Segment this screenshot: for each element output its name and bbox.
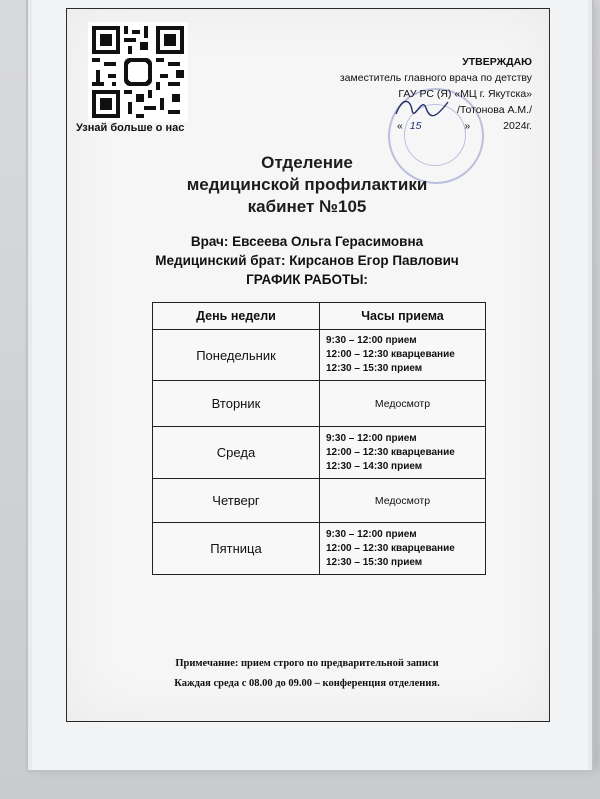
hours-cell: Медосмотр bbox=[320, 381, 486, 427]
table-row bbox=[153, 381, 486, 427]
hours-cell bbox=[320, 427, 486, 479]
hours-line: 12:00 – 12:30 кварцевание bbox=[326, 446, 455, 458]
approval-date bbox=[272, 118, 532, 134]
date-suffix: » bbox=[464, 120, 471, 132]
approval-block bbox=[272, 54, 532, 134]
day-cell: Четверг bbox=[153, 479, 320, 523]
table-row bbox=[153, 479, 486, 523]
nurse-name: Медицинский брат: Кирсанов Егор Павлович bbox=[155, 253, 459, 268]
department-heading bbox=[66, 152, 548, 218]
schedule-title: ГРАФИК РАБОТЫ: bbox=[246, 272, 368, 287]
heading-line-2: медицинской профилактики bbox=[186, 175, 428, 194]
heading-line-3: кабинет №105 bbox=[247, 197, 367, 216]
date-year: 2024г. bbox=[503, 120, 532, 132]
hours-cell bbox=[320, 523, 486, 575]
table-header-row bbox=[153, 303, 486, 330]
day-cell: Пятница bbox=[153, 523, 320, 575]
hours-line: 12:00 – 12:30 кварцевание bbox=[326, 542, 455, 554]
note-line-1: Примечание: прием строго по предварительной записи bbox=[175, 658, 439, 669]
notes-block bbox=[66, 654, 548, 694]
table-row bbox=[153, 427, 486, 479]
day-cell: Понедельник bbox=[153, 330, 320, 381]
header-day: День недели bbox=[153, 303, 320, 330]
note-line-2: Каждая среда с 08.00 до 09.00 – конференция отделения. bbox=[174, 678, 440, 689]
approval-position: заместитель главного врача по детству bbox=[339, 72, 532, 84]
heading-line-1: Отделение bbox=[261, 153, 353, 172]
date-number: 15 bbox=[409, 120, 422, 132]
qr-code[interactable] bbox=[88, 22, 188, 122]
hours-line: 12:30 – 15:30 прием bbox=[326, 363, 423, 374]
approval-org: ГАУ РС (Я) «МЦ г. Якутска» bbox=[398, 88, 532, 100]
hours-line: 9:30 – 12:00 прием bbox=[326, 432, 417, 444]
table-row bbox=[153, 523, 486, 575]
day-cell: Среда bbox=[153, 427, 320, 479]
qr-caption: Узнай больше о нас bbox=[76, 122, 185, 134]
day-cell: Вторник bbox=[153, 381, 320, 427]
header-hours: Часы приема bbox=[320, 303, 486, 330]
approval-signature-line: /Тотонова А.М./ bbox=[456, 104, 532, 116]
schedule-table bbox=[152, 302, 486, 575]
hours-line: 12:30 – 14:30 прием bbox=[326, 460, 423, 472]
hours-line: 12:00 – 12:30 кварцевание bbox=[326, 349, 455, 360]
staff-block bbox=[66, 232, 548, 289]
qr-code-icon bbox=[88, 22, 188, 122]
hours-cell: Медосмотр bbox=[320, 479, 486, 523]
hours-line: 9:30 – 12:00 прием bbox=[326, 528, 417, 540]
table-row bbox=[153, 330, 486, 381]
approval-title: УТВЕРЖДАЮ bbox=[462, 56, 532, 68]
hours-line: 12:30 – 15:30 прием bbox=[326, 556, 423, 568]
hours-cell bbox=[320, 330, 486, 381]
date-prefix: « bbox=[397, 120, 403, 132]
hours-line: 9:30 – 12:00 прием bbox=[326, 335, 417, 346]
doctor-name: Врач: Евсеева Ольга Герасимовна bbox=[190, 234, 424, 249]
